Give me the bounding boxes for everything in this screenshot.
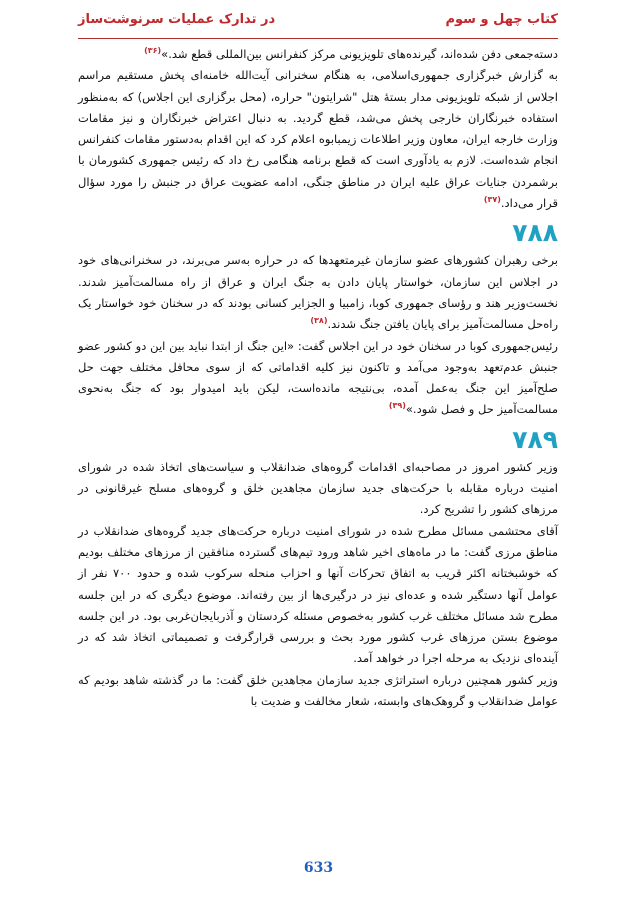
paragraph <box>78 670 558 713</box>
paragraph <box>78 457 558 521</box>
paragraph-text: آقای محتشمی مسائل مطرح شده در شورای امنیت درباره حرکت‌های جدید گروه‌های ضدانقلاب در مناطق مرزی گفت: ما در ماه‌های اخیر شاهد ورود تیم‌های گسترده منافقین از مرزهای مختلف بودیم که خوشبختانه اکثر قریب به اتفاق تحرکات آنها و احزاب منحله سرکوب شده و حدود ۷۰۰ نفر از عوامل آنها دستگیر شده و عده‌ای نیز در درگیری‌ها از بین رفته‌اند. موضوع دیگری که در این جلسه مطرح شد مسائل مختلف غرب کشور به‌خصوص مسئله کردستان و آذربایجان‌غربی بود. در این جلسه موضوع بستن مرزهای غرب کشور مورد بحث و بررسی قرارگرفت و تصمیماتی اتخاذ شد که در آینده‌ای نزدیک به مرحله اجرا در خواهد آمد. <box>78 523 558 666</box>
paragraph-text: برخی رهبران کشورهای عضو سازمان غیرمتعهدها که در حراره به‌سر می‌برند، در سخنرانی‌های خود در اجلاس این سازمان، خواستار پایان دادن به جنگ ایران و عراق از راه مسالمت‌آمیز شدند. نخست‌وزیر هند و رؤسای جمهوری کوبا، زامبیا و الجزایر کسانی بودند که در سخنان خود خواستار یک راه‌حل مسالمت‌آمیز برای پایان یافتن جنگ شدند. <box>78 253 558 332</box>
footnote-reference[interactable]: (۳۹) <box>388 401 406 411</box>
footnote-reference[interactable]: (۳۷) <box>483 195 501 205</box>
paragraph-text: به گزارش خبرگزاری جمهوری‌اسلامی، به هنگام سخنرانی آیت‌الله خامنه‌ای پخش مستقیم مراسم اجلاس از شبکه تلویزیونی مدار بستهٔ هتل "شرایتون" حراره، (محل برگزاری این اجلاس) که به‌منظور استفاده خبرنگاران خارجی پخش می‌شد، قطع گردید. به دنبال اعتراض خبرنگاران و نیز مقامات وزارت خارجه ایران، معاون وزیر اطلاعات زیمبابوه اعلام کرد که این اقدام به‌دستور مقامات کنفرانس انجام شده‌است. لازم به یادآوری است که قطع برنامه هنگامی رخ داد که رئیس جمهوری کشورمان با برشمردن جنایات عراق علیه ایران در مناطق جنگی، ادامه عضویت عراق در جنبش را مورد سؤال قرار می‌داد. <box>78 68 558 211</box>
footnote-reference[interactable]: (۳۸) <box>310 316 328 326</box>
footnote-reference[interactable]: (۳۶) <box>144 46 162 56</box>
paragraph-text: رئیس‌جمهوری کوبا در سخنان خود در این اجلاس گفت: «این جنگ از ابتدا نباید بین این دو کشور عضو جنبش عدم‌تعهد به‌وجود می‌آمد و تاکنون نیز کلیه اقداماتی که از سوی محافل مختلف جهت حل صلح‌آمیز این جنگ به‌عمل آمده، بی‌نتیجه مانده‌است، لیکن باید امیدوار بود که جنگ به‌نحوی مسالمت‌آمیز حل و فصل شود.» <box>78 338 558 417</box>
running-header <box>78 12 558 36</box>
paragraph <box>78 44 558 65</box>
entry-number: ۷۸۹ <box>512 424 558 454</box>
paragraph-text: وزیر کشور همچنین درباره استراتژی جدید سازمان مجاهدین خلق گفت: ما در گذشته شاهد بودیم که عوامل ضدانقلاب و گروهک‌های وابسته، شعار مخالفت و ضدیت با <box>78 672 558 709</box>
entry-number: ۷۸۸ <box>512 218 558 248</box>
header-divider <box>78 38 558 39</box>
page-number: 633 <box>303 860 334 876</box>
paragraph-text: وزیر کشور امروز در مصاحبه‌ای اقدامات گروه‌های ضدانقلاب و سیاست‌های اتخاذ شده در شورای امنیت درباره مقابله با حرکت‌های جدید سازمان مجاهدین خلق و گروه‌های مسلح غیرقانونی در مرزهای کشور را تشریح کرد. <box>78 459 558 517</box>
paragraph-text: دسته‌جمعی دفن شده‌اند، گیرنده‌های تلویزیونی مرکز کنفرانس بین‌المللی قطع شد.» <box>161 47 558 61</box>
section-title: در تدارک عملیات سرنوشت‌ساز <box>78 12 276 27</box>
paragraph <box>78 65 558 214</box>
paragraph <box>78 250 558 335</box>
body-text <box>78 44 558 712</box>
paragraph <box>78 521 558 670</box>
paragraph <box>78 336 558 421</box>
book-title: کتاب چهل و سوم <box>445 12 558 27</box>
